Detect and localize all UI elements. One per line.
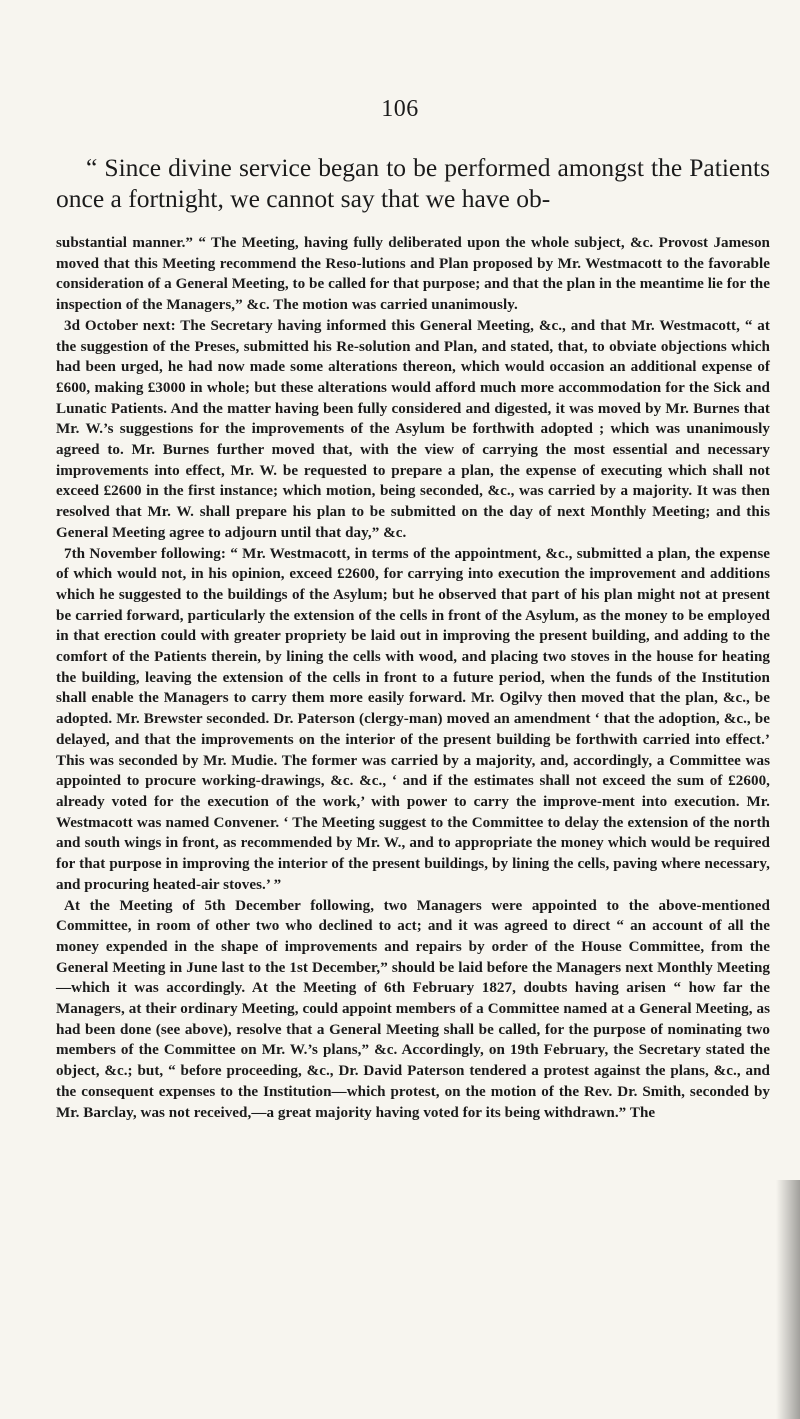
lead-quote: “ Since divine service began to be performed amongst the Patients once a fortnight, we cannot say that we have ob-: [56, 153, 770, 213]
paragraph: At the Meeting of 5th December following, two Managers were appointed to the above-mentioned Committee, in room of other two who declined to act; and it was agreed to direct “ an account of all the money expended in the shape of improvements and repairs by order of the House Committee, from the General Meeting in June last to the 1st December,” should be laid before the Managers next Monthly Meeting—which it was accordingly. At the Meeting of 6th February 1827, doubts having arisen “ how far the Managers, at their ordinary Meeting, could appoint members of a Committee named at a General Meeting, as had been done (see above), resolve that a General Meeting shall be called, for the purpose of nominating two members of the Committee on Mr. W.’s plans,” &c. Accordingly, on 19th February, the Secretary stated the object, &c.; but, “ before proceeding, &c., Dr. David Paterson tendered a protest against the plans, &c., and the consequent expenses to the Institution—which protest, on the motion of the Rev. Dr. Smith, seconded by Mr. Barclay, was not received,—a great majority having voted for its being withdrawn.” The: [56, 897, 770, 1121]
page-edge-shadow: [776, 1180, 800, 1419]
paragraph: 7th November following: “ Mr. Westmacott, in terms of the appointment, &c., submitted a plan, the expense of which would not, in his opinion, exceed £2600, for carrying into execution the improvement and additions which he suggested to the buildings of the Asylum; but he observed that part of his plan might not at present be carried forward, particularly the extension of the cells in front of the Asylum, as the money to be employed in that erection could with greater propriety be laid out in improving the present building, and adding to the comfort of the Patients therein, by lining the cells with wood, and placing two stoves in the house for heating the building, leaving the extension of the cells in front to a future period, when the funds of the Institution shall enable the Managers to carry them more easily forward. Mr. Ogilvy then moved that the plan, &c., be adopted. Mr. Brewster seconded. Dr. Paterson (clergy-man) moved an amendment ‘ that the adoption, &c., be delayed, and that the improvements on the interior of the present building be forthwith carried into effect.’ This was seconded by Mr. Mudie. The former was carried by a majority, and, accordingly, a Committee was appointed to procure working-drawings, &c. &c., ‘ and if the estimates shall not exceed the sum of £2600, already voted for the execution of the work,’ with power to carry the improve-ment into execution. Mr. Westmacott was named Convener. ‘ The Meeting suggest to the Committee to delay the extension of the north and south wings in front, as recommended by Mr. W., and to appropriate the money which would be required for that purpose in improving the interior of the present buildings, by lining the cells, paving where necessary, and procuring heated-air stoves.’ ”: [56, 545, 770, 893]
body-text: [56, 233, 770, 1123]
page-number: 106: [381, 96, 419, 122]
paragraph: 3d October next: The Secretary having informed this General Meeting, &c., and that Mr. Westmacott, “ at the suggestion of the Preses, submitted his Re-solution and Plan, and stated, that, to obviate objections which had been urged, he had now made some alterations thereon, which would occasion an additional expense of £600, making £3000 in whole; but these alterations would afford much more accommodation for the Sick and Lunatic Patients. And the matter having been fully considered and digested, it was moved by Mr. Burnes that Mr. W.’s suggestions for the improvements of the Asylum be forthwith adopted ; which was unanimously agreed to. Mr. Burnes further moved that, with the view of carrying the most essential and necessary improvements into effect, Mr. W. be requested to prepare a plan, the expense of executing which shall not exceed £2600 in the first instance; which motion, being seconded, &c., was carried by a majority. It was then resolved that Mr. W. shall prepare his plan to be submitted on the day of next Monthly Meeting; and this General Meeting agree to adjourn until that day,” &c.: [56, 317, 770, 541]
paragraph: substantial manner.” “ The Meeting, having fully deliberated upon the whole subject, &c. Provost Jameson moved that this Meeting recommend the Reso-lutions and Plan proposed by Mr. Westmacott to the favorable consideration of a General Meeting, to be called for that purpose; and that the plan in the meantime lie for the inspection of the Managers,” &c. The motion was carried unanimously.: [56, 235, 770, 314]
